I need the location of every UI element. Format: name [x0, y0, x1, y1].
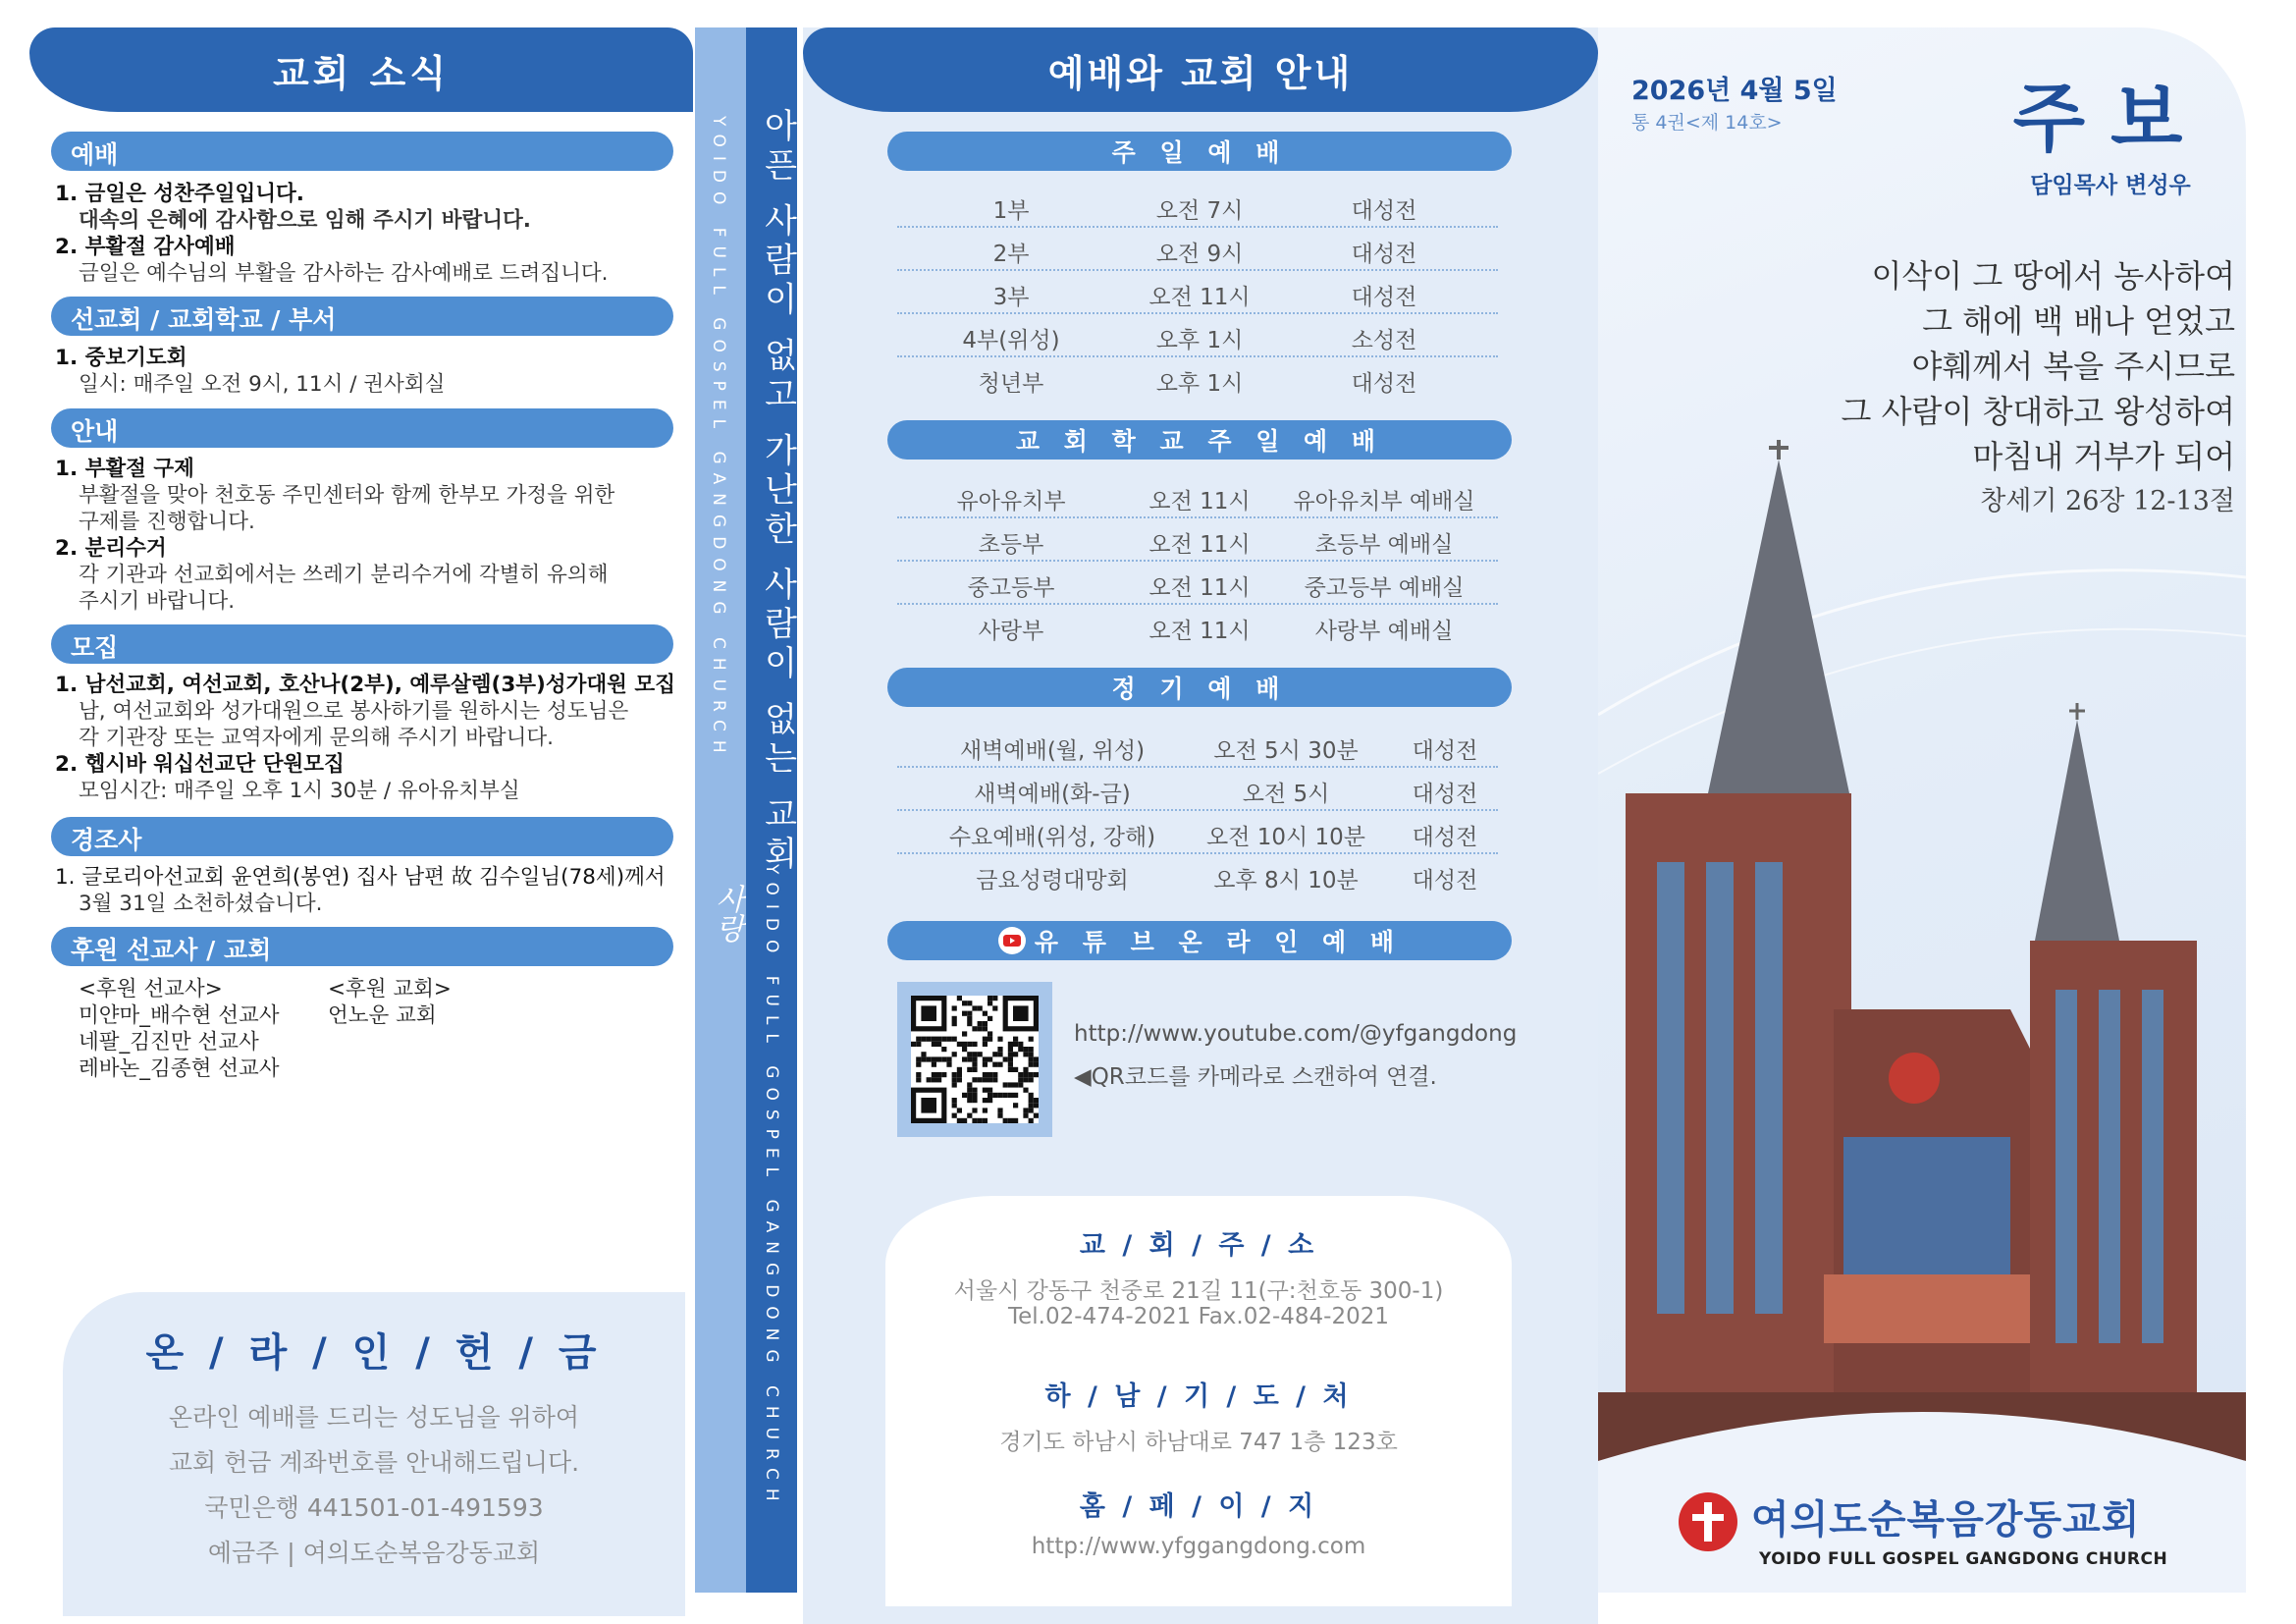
church-school-bar: [887, 420, 1512, 460]
regular-worship-bar: [887, 668, 1512, 707]
account-holder: 예금주 | 여의도순복음강동교회: [207, 1539, 541, 1567]
senior-pastor: 담임목사 변성우: [2030, 173, 2191, 198]
news-item-title: 2. 부활절 감사예배: [55, 235, 236, 259]
news-item-title: 2. 헵시바 워십선교단 단원모집: [55, 752, 345, 777]
table-title: 정 기 예 배: [1111, 675, 1288, 703]
news-item-text: 주시기 바랍니다.: [79, 589, 236, 614]
bible-verse-line: 그 해에 백 배나 얻었고: [1922, 302, 2235, 340]
cell: 오전 11시: [1148, 489, 1251, 514]
cell: 대성전: [1351, 198, 1417, 224]
qr-instruction: ◀QR코드를 카메라로 스캔하여 연결.: [1074, 1064, 1437, 1090]
table-row: [897, 768, 1498, 811]
cell: 초등부: [978, 532, 1044, 558]
cell: 4부(위성): [962, 328, 1060, 353]
cell: 오전 11시: [1148, 575, 1251, 601]
news-item-title: 1. 중보기도회: [55, 346, 187, 370]
table-row: [897, 725, 1498, 768]
cell: 오전 10시 10분: [1205, 825, 1366, 850]
cell: 오전 11시: [1148, 532, 1251, 558]
homepage-title: 홈 / 페 / 이 / 지: [1079, 1491, 1318, 1522]
bible-verse-line: 마침내 거부가 되어: [1972, 438, 2235, 475]
youtube-url[interactable]: http://www.youtube.com/@yfgangdong: [1074, 1021, 1518, 1047]
cell: 오후 8시 10분: [1213, 868, 1359, 893]
news-item-text: 금일은 예수님의 부활을 감사하는 감사예배로 드려집니다.: [79, 261, 609, 286]
sunday-worship-bar: [887, 132, 1512, 171]
church-logo-icon: [1679, 1492, 1737, 1551]
cell: 오전 11시: [1148, 285, 1251, 310]
cell: 2부: [992, 242, 1030, 267]
cell: 청년부: [978, 371, 1044, 397]
cell: 유아유치부: [956, 489, 1066, 514]
mission-news: [55, 345, 683, 398]
sponsor-item: 미얀마_배수현 선교사: [79, 1003, 280, 1028]
cell: 오전 7시: [1155, 198, 1244, 224]
bank-account: 국민은행 441501-01-491593: [204, 1493, 544, 1522]
table-row: [897, 518, 1498, 562]
sponsor-item: 언노운 교회: [328, 1003, 437, 1028]
church-logo-korean: 여의도순복음강동교회: [1751, 1497, 2141, 1543]
table-row: [897, 854, 1498, 897]
worship-guide-title: 예배와 교회 안내: [1047, 51, 1354, 95]
news-item-text: 일시: 매주일 오전 9시, 11시 / 권사회실: [79, 372, 446, 397]
prayer-house-title: 하 / 남 / 기 / 도 / 처: [1044, 1381, 1353, 1412]
cell: 대성전: [1412, 825, 1478, 850]
cell: 대성전: [1351, 285, 1417, 310]
cell: 수요예배(위성, 강해): [948, 825, 1156, 850]
section-title: 예배: [71, 140, 119, 169]
bible-verse-line: 그 사람이 창대하고 왕성하여: [1841, 393, 2235, 430]
section-title: 후원 선교사 / 교회: [71, 936, 272, 964]
bible-verse-reference: 창세기 26장 12-13절: [1980, 486, 2235, 516]
prayer-house-address: 경기도 하남시 하남대로 747 1층 123호: [999, 1430, 1398, 1455]
notice-news: [55, 456, 683, 615]
cell: 3부: [992, 285, 1030, 310]
cell: 사랑부 예배실: [1314, 619, 1454, 644]
table-title: 유 튜 브 온 라 인 예 배: [1034, 928, 1403, 956]
news-item-text: 1. 글로리아선교회 윤연희(봉연) 집사 남편 故 김수일님(78세)께서: [55, 865, 666, 890]
news-item-text: 구제를 진행합니다.: [79, 510, 255, 534]
section-bar-worship: [51, 132, 673, 171]
homepage-url[interactable]: http://www.yfggangdong.com: [1031, 1534, 1366, 1559]
table-row: [897, 185, 1498, 228]
cell: 대성전: [1351, 371, 1417, 397]
section-title: 선교회 / 교회학교 / 부서: [71, 305, 337, 334]
cell: 소성전: [1351, 328, 1417, 353]
table-title: 교 회 학 교 주 일 예 배: [1015, 427, 1384, 456]
table-row: [897, 605, 1498, 648]
church-phone: Tel.02-474-2021 Fax.02-484-2021: [1007, 1304, 1390, 1329]
table-row: [897, 314, 1498, 357]
cell: 대성전: [1412, 782, 1478, 807]
qr-code-pattern: [911, 996, 1039, 1123]
news-item-text: 모임시간: 매주일 오후 1시 30분 / 유아유치부실: [79, 779, 520, 803]
bible-verse-line: 야훼께서 복을 주시므로: [1911, 348, 2235, 385]
church-address: 서울시 강동구 천중로 21길 11(구:천호동 300-1): [953, 1278, 1444, 1304]
cell: 대성전: [1351, 242, 1417, 267]
cell: 대성전: [1412, 868, 1478, 893]
cell: 초등부 예배실: [1314, 532, 1454, 558]
table-row: [897, 271, 1498, 314]
table-row: [897, 475, 1498, 518]
section-title: 경조사: [71, 826, 142, 854]
signature-text: 사랑: [710, 884, 744, 943]
bulletin-date: 2026년 4월 5일: [1631, 76, 1838, 106]
sponsor-heading: <후원 교회>: [328, 977, 452, 1001]
cell: 중고등부: [967, 575, 1055, 601]
table-row: [897, 811, 1498, 854]
cell: 새벽예배(월, 위성): [959, 738, 1146, 764]
sponsor-churches: [328, 976, 452, 1029]
condolence-news: [55, 864, 683, 917]
youtube-icon: [997, 926, 1027, 955]
cell: 오전 9시: [1155, 242, 1244, 267]
sponsor-item: 레바논_김종현 선교사: [79, 1056, 280, 1081]
section-bar-mission: [51, 297, 673, 336]
church-address-title: 교 / 회 / 주 / 소: [1079, 1230, 1318, 1261]
cell: 오전 11시: [1148, 619, 1251, 644]
section-bar-sponsor: [51, 927, 673, 966]
strip-english-text: YOIDO FULL GOSPEL GANGDONG CHURCH: [762, 864, 781, 1510]
recruit-news: [55, 672, 683, 804]
news-item-title: 1. 금일은 성찬주일입니다.: [55, 182, 304, 206]
church-motto: 아픈 사람이 없고 가난한 사람이 없는 교회: [758, 108, 797, 875]
cell: 오전 5시: [1242, 782, 1330, 807]
worship-guide-header: [803, 27, 1598, 112]
table-row: [897, 228, 1498, 271]
table-row: [897, 562, 1498, 605]
cell: 오후 1시: [1155, 371, 1244, 397]
news-item-text: 부활절을 맞아 천호동 주민센터와 함께 한부모 가정을 위한: [79, 483, 615, 508]
news-item-title: 2. 분리수거: [55, 536, 167, 561]
offering-text: 교회 헌금 계좌번호를 안내해드립니다.: [168, 1448, 580, 1477]
youtube-worship-bar: [887, 921, 1512, 960]
cell: 중고등부 예배실: [1304, 575, 1465, 601]
news-item-text: 3월 31일 소천하셨습니다.: [79, 892, 323, 916]
cell: 유아유치부 예배실: [1293, 489, 1475, 514]
cell: 오전 5시 30분: [1213, 738, 1359, 764]
bible-verse-line: 이삭이 그 땅에서 농사하여: [1871, 257, 2235, 295]
church-logo-english: YOIDO FULL GOSPEL GANGDONG CHURCH: [1759, 1549, 2168, 1569]
news-item-text: 각 기관장 또는 교역자에게 문의해 주시기 바랍니다.: [79, 726, 554, 750]
cell: 1부: [992, 198, 1030, 224]
strip-english-text: YOIDO FULL GOSPEL GANGDONG CHURCH: [709, 116, 728, 762]
section-title: 안내: [71, 417, 119, 446]
table-title: 주 일 예 배: [1111, 138, 1288, 167]
worship-news: [55, 181, 683, 287]
cell: 새벽예배(화-금): [974, 782, 1131, 807]
cell: 사랑부: [978, 619, 1044, 644]
section-bar-recruit: [51, 624, 673, 664]
cell: 오후 1시: [1155, 328, 1244, 353]
news-item-text: 대속의 은혜에 감사함으로 임해 주시기 바랍니다.: [79, 208, 531, 233]
news-header: [29, 27, 693, 112]
online-offering-title: 온 / 라 / 인 / 헌 / 금: [145, 1330, 603, 1376]
news-item-title: 1. 남선교회, 여선교회, 호산나(2부), 예루살렘(3부)성가대원 모집: [55, 673, 675, 697]
cell: 대성전: [1412, 738, 1478, 764]
bulletin-title: 주보: [2012, 75, 2209, 162]
news-item-text: 남, 여선교회와 성가대원으로 봉사하기를 원하시는 성도님은: [79, 699, 629, 724]
sponsor-missionaries: [79, 976, 280, 1082]
news-item-title: 1. 부활절 구제: [55, 457, 194, 481]
news-item-text: 각 기관과 선교회에서는 쓰레기 분리수거에 각별히 유의해: [79, 563, 609, 587]
bulletin-volume: 통 4권<제 14호>: [1631, 112, 1783, 134]
news-header-title: 교회 소식: [272, 51, 451, 95]
sponsor-item: 네팔_김진만 선교사: [79, 1030, 259, 1055]
youtube-qr-code[interactable]: [897, 982, 1052, 1137]
section-title: 모집: [71, 633, 119, 662]
section-bar-notice: [51, 408, 673, 448]
offering-text: 온라인 예배를 드리는 성도님을 위하여: [168, 1403, 580, 1432]
cell: 금요성령대망회: [976, 868, 1129, 893]
section-bar-condolence: [51, 817, 673, 856]
table-row: [897, 357, 1498, 401]
sponsor-heading: <후원 선교사>: [79, 977, 223, 1001]
